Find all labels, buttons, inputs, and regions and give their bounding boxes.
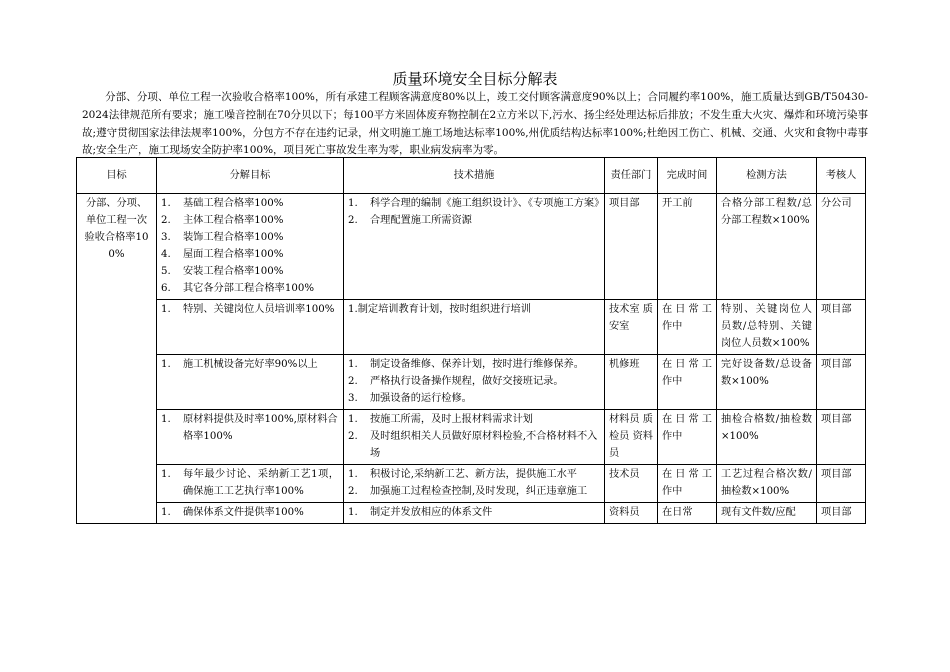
method-cell: 抽检合格数/抽检数×100% — [717, 410, 817, 465]
dept-cell: 资料员 — [605, 503, 658, 524]
assessor-cell: 项目部 — [817, 355, 866, 410]
assessor-cell: 分公司 — [817, 194, 866, 300]
list-item: 6. 其它各分部工程合格率100% — [161, 283, 314, 294]
method-cell: 完好设备数/总设备数×100% — [717, 355, 817, 410]
list-item: 1. 施工机械设备完好率90%以上 — [161, 359, 318, 370]
dept-cell: 机修班 — [605, 355, 658, 410]
assessor-cell: 项目部 — [817, 465, 866, 503]
table-row — [77, 355, 866, 410]
time-cell: 在日常工作中 — [658, 465, 717, 503]
header-dept: 责任部门 — [605, 158, 658, 194]
dept-cell: 技术室 质安室 — [605, 300, 658, 355]
header-assessor: 考核人 — [817, 158, 866, 194]
list-item: 2. 及时组织相关人员做好原材料检验,不合格材料不入场 — [348, 431, 598, 459]
measures-cell — [344, 300, 605, 355]
list-item: 2. 加强施工过程检查控制,及时发现，纠正违章施工 — [348, 486, 588, 497]
assessor-cell: 项目部 — [817, 503, 866, 524]
header-method: 检测方法 — [717, 158, 817, 194]
list-item: 1. 按施工所需，及时上报材料需求计划 — [348, 414, 533, 425]
list-item: 1. 科学合理的编制《施工组织设计》、《专项施工方案》 — [348, 198, 605, 209]
sub-target-cell — [157, 410, 344, 465]
method-cell: 现有文件数/应配 — [717, 503, 817, 524]
assessor-cell: 项目部 — [817, 300, 866, 355]
list-item: 1. 特别、关键岗位人员培训率100% — [161, 304, 335, 315]
measure-text: 1.制定培训教育计划，按时组织进行培训 — [348, 304, 531, 315]
sub-target-cell — [157, 194, 344, 300]
assessor-cell: 项目部 — [817, 410, 866, 465]
method-cell: 工艺过程合格次数/抽检数×100% — [717, 465, 817, 503]
page-title: 质量环境安全目标分解表 — [392, 70, 558, 88]
list-item: 5. 安装工程合格率100% — [161, 266, 284, 277]
measures-cell — [344, 410, 605, 465]
goals-table — [76, 157, 866, 524]
measures-cell — [344, 355, 605, 410]
time-cell: 在日常工作中 — [658, 355, 717, 410]
table-row — [77, 194, 866, 300]
intro-paragraph: 分部、分项、单位工程一次验收合格率100%，所有承建工程顾客满意度80%以上，竣工交付顾客满意度90%以上；合同履约率100%，施工质量达到GB/T50430-2024法律规范所有要求；施工噪音控制在70分贝以下；每100平方米固体废弃物控制在2立方米以下,污水、扬尘经处理达标后排放；不发生重大火灾、爆炸和环境污染事故;遵守贯彻国家法律法规率100%，分包方不存在违约记录，州文明施工施工场地达标率100%,州优质结构达标率100%;杜绝因工伤亡、机械、交通、火灾和食物中毒事故;安全生产，施工现场安全防护率100%，项目死亡事故发生率为零，职业病发病率为零。 — [82, 91, 868, 157]
list-item: 1. 制定并发放相应的体系文件 — [348, 507, 493, 518]
list-item: 1. 基础工程合格率100% — [161, 198, 284, 209]
list-item: 2. 合理配置施工所需资源 — [348, 215, 472, 226]
list-item: 3. 加强设备的运行检修。 — [348, 393, 472, 404]
header-time: 完成时间 — [658, 158, 717, 194]
sub-target-cell — [157, 503, 344, 524]
sub-target-cell — [157, 465, 344, 503]
measures-cell — [344, 194, 605, 300]
list-item: 1. 确保体系文件提供率100% — [161, 507, 304, 518]
table-header-row — [77, 158, 866, 194]
method-cell: 特别、关键岗位人员数/总特别、关键岗位人员数×100% — [717, 300, 817, 355]
header-target: 目标 — [77, 158, 157, 194]
time-cell: 在日常 — [658, 503, 717, 524]
dept-cell: 材料员 质检员 资料员 — [605, 410, 658, 465]
time-cell: 在日常工作中 — [658, 300, 717, 355]
list-item: 2. 主体工程合格率100% — [161, 215, 284, 226]
target-cell: 分部、分项、单位工程一次验收合格率100% — [77, 194, 157, 524]
measures-cell — [344, 503, 605, 524]
list-item: 2. 严格执行设备操作规程，做好交接班记录。 — [348, 376, 564, 387]
list-item: 3. 装饰工程合格率100% — [161, 232, 284, 243]
list-item: 1. 制定设备维修、保养计划，按时进行维修保养。 — [348, 359, 584, 370]
header-sub-target: 分解目标 — [157, 158, 344, 194]
table-row — [77, 410, 866, 465]
dept-cell: 项目部 — [605, 194, 658, 300]
sub-target-cell — [157, 300, 344, 355]
time-cell: 在日常工作中 — [658, 410, 717, 465]
method-cell: 合格分部工程数/总分部工程数×100% — [717, 194, 817, 300]
sub-target-cell — [157, 355, 344, 410]
measures-cell — [344, 465, 605, 503]
list-item: 1. 原材料提供及时率100%,原材料合格率100% — [161, 414, 338, 442]
table-row — [77, 465, 866, 503]
table-row — [77, 503, 866, 524]
table-row — [77, 300, 866, 355]
header-measures: 技术措施 — [344, 158, 605, 194]
dept-cell: 技术员 — [605, 465, 658, 503]
list-item: 4. 屋面工程合格率100% — [161, 249, 284, 260]
list-item: 1. 每年最少讨论、采纳新工艺1项，确保施工工艺执行率100% — [161, 469, 339, 497]
list-item: 1. 积极讨论,采纳新工艺、新方法，提供施工水平 — [348, 469, 577, 480]
time-cell: 开工前 — [658, 194, 717, 300]
